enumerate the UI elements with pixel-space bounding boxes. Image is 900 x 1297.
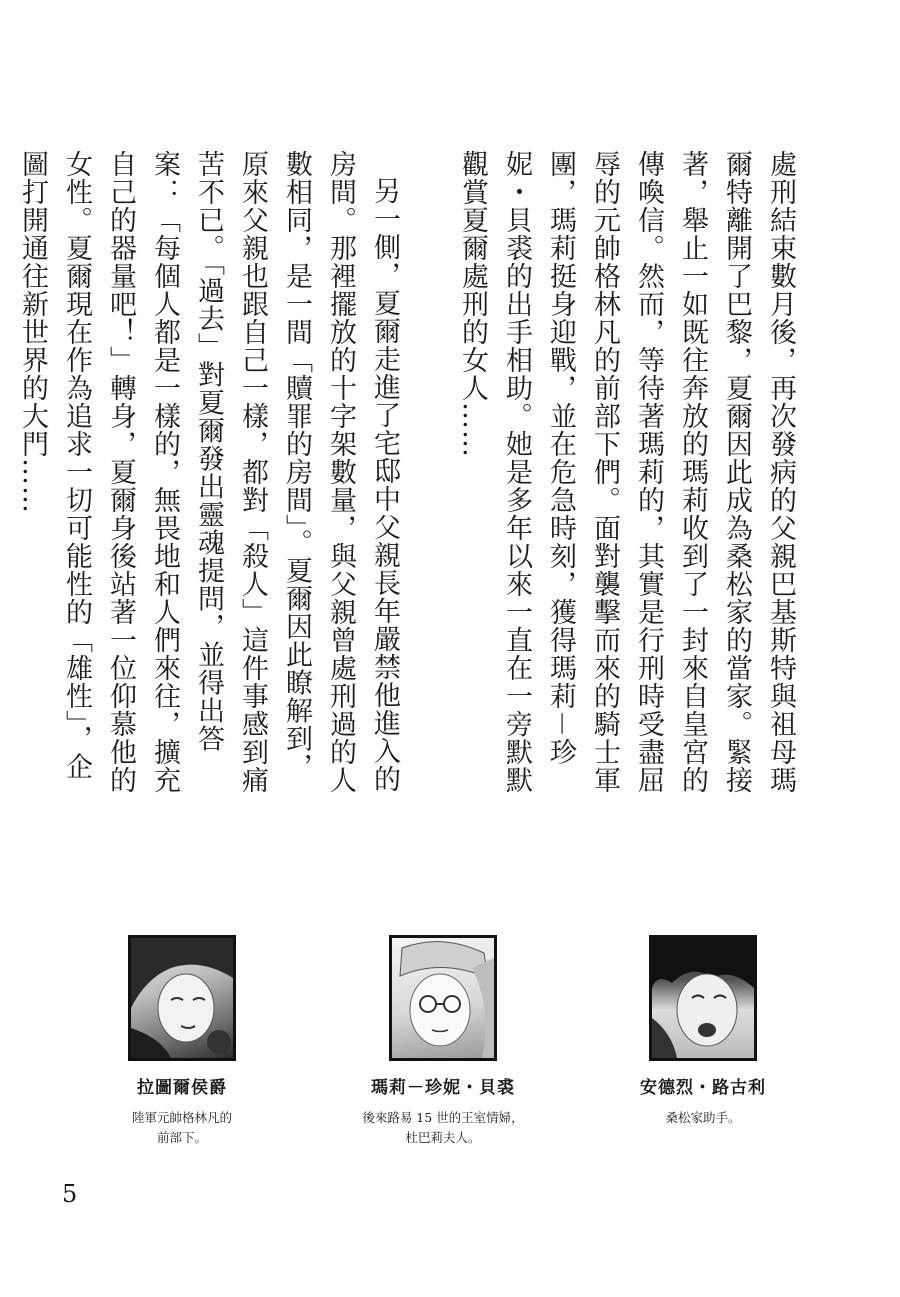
character-portrait bbox=[649, 935, 757, 1061]
character-card-andre bbox=[608, 935, 798, 1128]
character-portrait bbox=[128, 935, 236, 1061]
story-summary-text bbox=[17, 150, 802, 800]
character-description bbox=[87, 1108, 277, 1148]
paragraph-gap bbox=[0, 150, 10, 800]
description-line: 杜巴莉夫人。 bbox=[405, 1130, 481, 1145]
description-line: 後來路易 15 世的王室情婦， bbox=[362, 1110, 524, 1125]
character-description bbox=[348, 1108, 538, 1148]
paragraph-gap bbox=[406, 150, 450, 800]
description-line: 陸軍元帥格林凡的 bbox=[131, 1110, 232, 1125]
character-name: 瑪莉－珍妮・貝裘 bbox=[371, 1078, 515, 1098]
page-number: 5 bbox=[62, 1180, 78, 1208]
character-portrait bbox=[389, 935, 497, 1061]
character-name: 拉圖爾侯爵 bbox=[137, 1078, 227, 1098]
character-card-latour bbox=[87, 935, 277, 1148]
character-card-marie-jeanne bbox=[348, 935, 538, 1148]
character-description bbox=[608, 1108, 798, 1128]
description-line: 前部下。 bbox=[156, 1130, 207, 1145]
summary-paragraph-2: 另一側，夏爾走進了宅邸中父親長年嚴禁他進入的房間。那裡擺放的十字架數量，與父親曾處刑過的人數相同，是一間「贖罪的房間」。夏爾因此瞭解到，原來父親也跟自己一樣，都對「殺人」這件事感到痛苦不已。「過去」對夏爾發出靈魂提問，並得出答案：「每個人都是一樣的，無畏地和人們來往，擴充自己的器量吧！」轉身，夏爾身後站著一位仰慕他的女性。夏爾現在作為追求一切可能性的「雄性」，企圖打開通往新世界的大門…… bbox=[17, 150, 400, 794]
summary-paragraph-1: 處刑結束數月後，再次發病的父親巴基斯特與祖母瑪爾特離開了巴黎，夏爾因此成為桑松家的當家。緊接著，舉止一如既往奔放的瑪莉收到了一封來自皇宮的傳喚信。然而，等待著瑪莉的，其實是行刑時受盡屈辱的元帥格林凡的前部下們。面對襲擊而來的騎士軍團，瑪莉挺身迎戰，並在危急時刻，獲得瑪莉－珍妮・貝裘的出手相助。她是多年以來一直在一旁默默觀賞夏爾處刑的女人…… bbox=[457, 150, 796, 794]
description-line: 桑松家助手。 bbox=[665, 1110, 741, 1125]
character-name: 安德烈・路古利 bbox=[640, 1078, 766, 1098]
